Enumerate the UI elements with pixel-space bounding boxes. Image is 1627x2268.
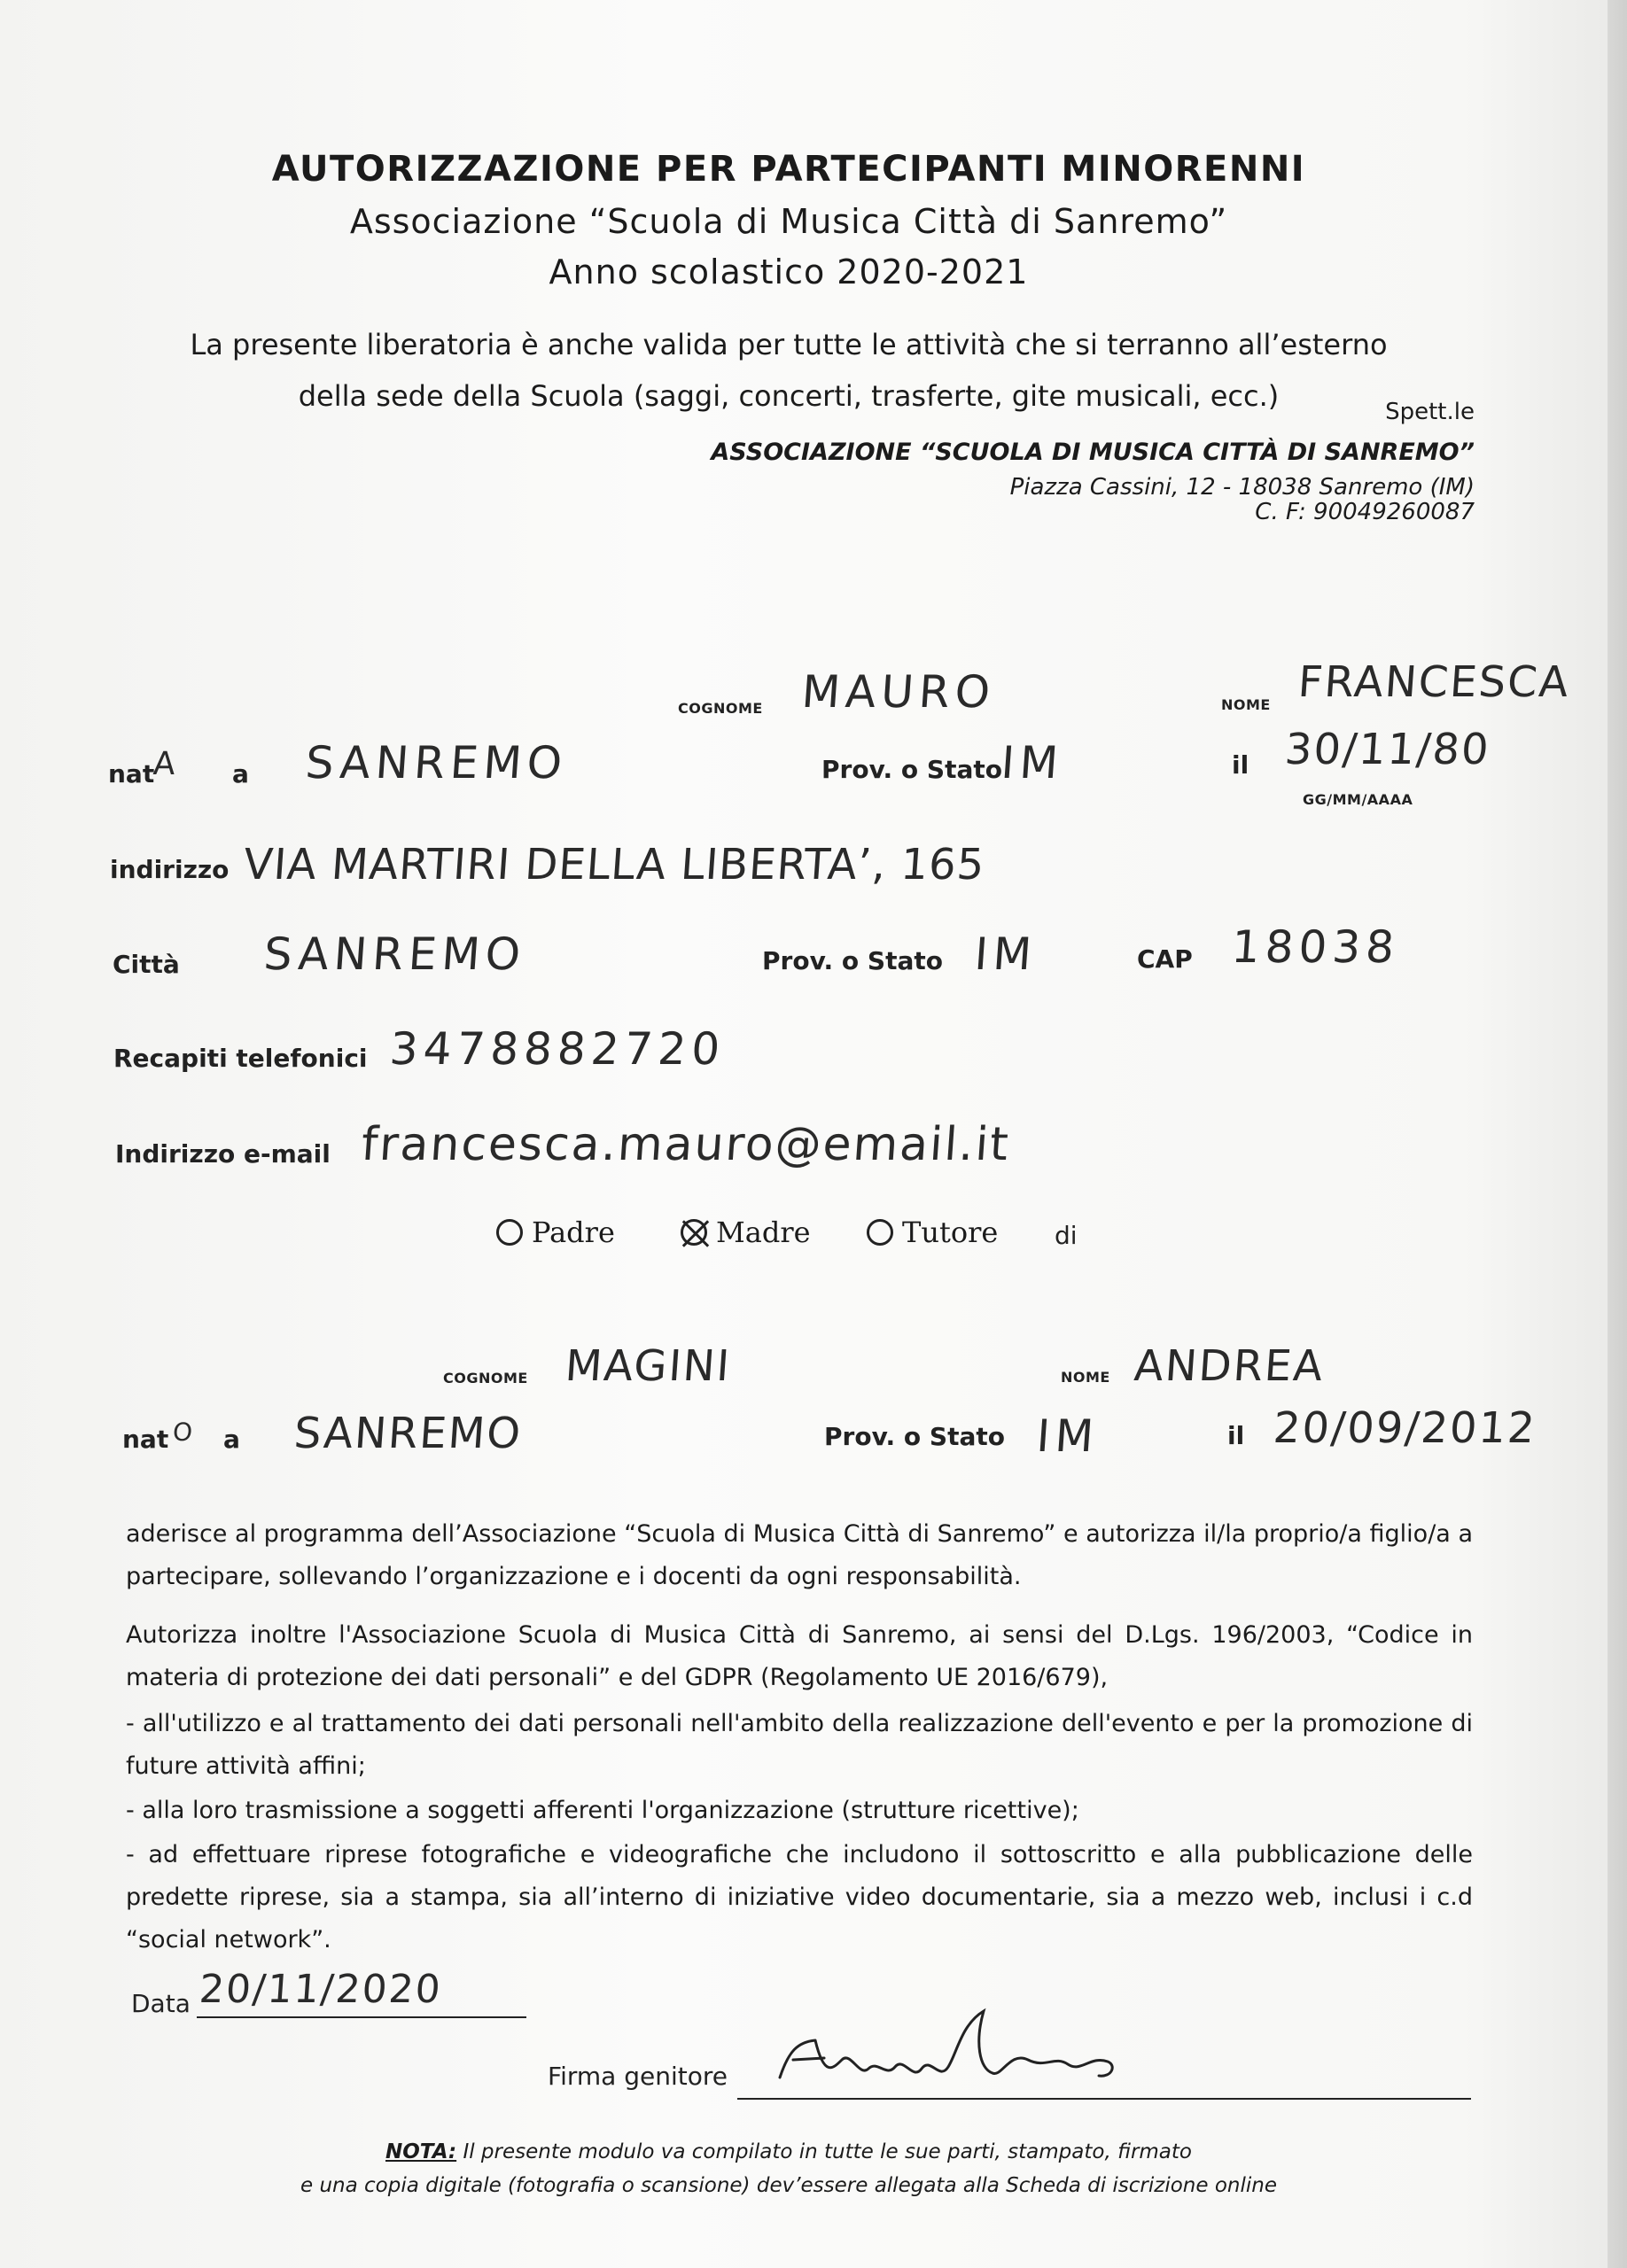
parent-birthplace-value[interactable]: SANREMO: [303, 737, 570, 788]
parent-province2-label: Prov. o Stato: [762, 946, 943, 975]
child-birthdate-value[interactable]: 20/09/2012: [1272, 1403, 1538, 1453]
parent-born-at-label: a: [232, 759, 249, 788]
signature-line: [737, 2098, 1471, 2100]
parent-email-label: Indirizzo e-mail: [115, 1139, 331, 1169]
date-format-hint: GG/MM/AAAA: [1303, 791, 1413, 808]
footer-note: [0, 2135, 1577, 2202]
school-year: Anno scolastico 2020-2021: [549, 252, 1029, 291]
consent-paragraph-2: Autorizza inoltre l'Associazione Scuola di Musica Città di Sanremo, ai sensi del D.Lgs. 196/2003, “Codice in materia di protezione dei dati personali” e del GDPR (Regolamento UE 2016/679),: [126, 1621, 1473, 1691]
parent-signature[interactable]: [762, 2007, 1134, 2104]
parent-zip-label: CAP: [1137, 944, 1193, 974]
child-birthdate-label: il: [1227, 1421, 1245, 1450]
relation-option-padre[interactable]: [496, 1216, 615, 1249]
parent-email-value[interactable]: francesca.mauro@email.it: [359, 1118, 1012, 1171]
parent-address-value[interactable]: VIA MARTIRI DELLA LIBERTA’, 165: [242, 840, 987, 889]
child-surname-label: COGNOME: [443, 1370, 528, 1386]
consent-paragraph-1: aderisce al programma dell’Associazione “Scuola di Musica Città di Sanremo” e autorizza il/la proprio/a figlio/a a partecipare, sollevando l’organizzazione e i docenti da ogni responsabilità.: [126, 1520, 1473, 1590]
parent-birthdate-label: il: [1232, 750, 1249, 780]
relation-label-tutore: Tutore: [902, 1216, 999, 1249]
parent-surname-value[interactable]: MAURO: [799, 666, 998, 718]
signature-label: Firma genitore: [548, 2062, 728, 2091]
date-value[interactable]: 20/11/2020: [198, 1967, 444, 2012]
intro-text: [0, 319, 1577, 422]
consent-item-data-processing: - all'utilizzo e al trattamento dei dati personali nell'ambito della realizzazione dell'evento e per la promozione di future attività affini;: [126, 1710, 1473, 1780]
child-born-suffix[interactable]: O: [171, 1418, 196, 1447]
child-name-label: NOME: [1061, 1369, 1110, 1386]
relation-of-label: di: [1055, 1221, 1078, 1250]
child-birthplace-value[interactable]: SANREMO: [292, 1409, 524, 1458]
consent-item-transmission: - alla loro trasmissione a soggetti afferenti l'organizzazione (strutture ricettive);: [126, 1797, 1079, 1824]
parent-surname-label: COGNOME: [678, 700, 763, 717]
note-label: NOTA:: [385, 2140, 457, 2163]
child-province-label: Prov. o Stato: [824, 1422, 1005, 1451]
intro-line-2: della sede della Scuola (saggi, concerti, trasferte, gite musicali, ecc.): [298, 379, 1280, 413]
radio-tutore[interactable]: [867, 1219, 893, 1246]
addressee-address: Piazza Cassini, 12 - 18038 Sanremo (IM): [1009, 474, 1475, 501]
relation-option-madre[interactable]: [681, 1216, 811, 1249]
consent-item-recordings: - ad effettuare riprese fotografiche e videografiche che includono il sottoscritto e alla pubblicazione delle predette riprese, sia a stampa, sia all’interno di iniziative video documentarie, sia a mezzo web, inclusi i c.d “social network”.: [126, 1841, 1473, 1953]
note-line-1: [0, 2135, 1577, 2169]
child-surname-value[interactable]: MAGINI: [564, 1341, 733, 1391]
parent-birthdate-value[interactable]: 30/11/80: [1283, 725, 1492, 774]
parent-province-value[interactable]: IM: [999, 737, 1065, 788]
child-province-value[interactable]: IM: [1034, 1410, 1101, 1462]
intro-line-1: La presente liberatoria è anche valida per tutte le attività che si terranno all’esterno: [190, 328, 1388, 361]
parent-address-label: indirizzo: [110, 855, 230, 884]
parent-province-label: Prov. o Stato: [821, 755, 1002, 784]
parent-born-suffix[interactable]: A: [152, 746, 179, 782]
child-born-at-label: a: [223, 1425, 240, 1454]
child-name-value[interactable]: ANDREA: [1133, 1341, 1327, 1391]
note-text-1: Il presente modulo va compilato in tutte le sue parti, stampato, firmato: [463, 2140, 1192, 2163]
child-born-label: nat: [122, 1425, 169, 1454]
note-line-2: e una copia digitale (fotografia o scansione) dev’essere allegata alla Scheda di iscrizione online: [300, 2174, 1277, 2197]
form-title: AUTORIZZAZIONE PER PARTECIPANTI MINORENNI: [271, 149, 1306, 190]
parent-zip-value[interactable]: 18038: [1229, 921, 1402, 973]
relation-label-madre: Madre: [716, 1216, 811, 1249]
parent-name-value[interactable]: FRANCESCA: [1296, 657, 1572, 707]
relation-label-padre: Padre: [532, 1216, 615, 1249]
addressee-name: ASSOCIAZIONE “SCUOLA DI MUSICA CITTÀ DI SANREMO”: [711, 439, 1475, 466]
relation-option-tutore[interactable]: [867, 1216, 998, 1249]
parent-name-label: NOME: [1221, 696, 1271, 713]
parent-province2-value[interactable]: IM: [972, 928, 1039, 980]
addressee-tax-code: C. F: 90049260087: [1255, 499, 1475, 525]
date-line: [197, 2016, 526, 2018]
parent-phone-label: Recapiti telefonici: [113, 1044, 368, 1073]
association-name: Associazione “Scuola di Musica Città di Sanremo”: [349, 202, 1228, 241]
date-label: Data: [131, 1989, 191, 2018]
parent-born-label: nat: [108, 759, 155, 788]
parent-phone-value[interactable]: 3478882720: [387, 1023, 728, 1075]
parent-city-value[interactable]: SANREMO: [261, 928, 528, 980]
radio-padre[interactable]: [496, 1219, 523, 1246]
page-edge: [1608, 0, 1627, 2268]
radio-madre-checked[interactable]: [681, 1219, 707, 1246]
parent-city-label: Città: [113, 950, 180, 979]
addressee-salutation: Spett.le: [1385, 399, 1475, 425]
